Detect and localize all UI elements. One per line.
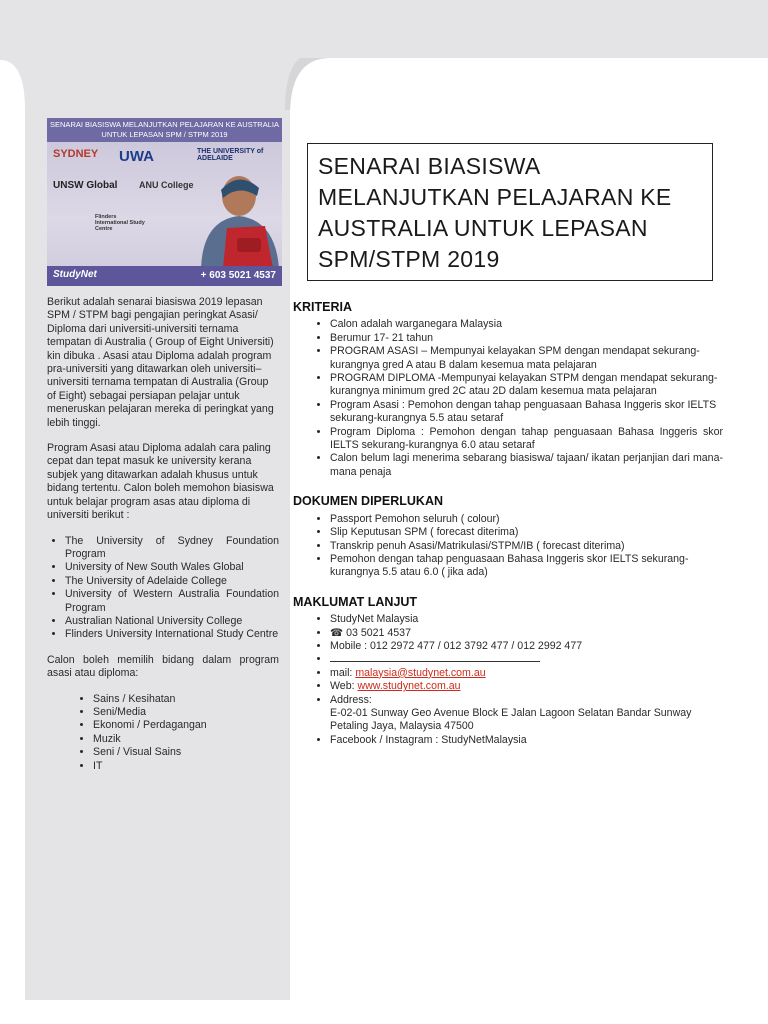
dokumen-list <box>293 513 723 580</box>
phone-number: 03 5021 4537 <box>346 626 411 639</box>
list-item: • The University of Sydney Foundation Program <box>65 535 279 562</box>
fields-paragraph: Calon boleh memilih bidang dalam program asasi atau diploma: <box>47 653 279 680</box>
list-item: • PROGRAM ASASI – Mempunyai kelayakan SPM dengan mendapat sekurang-kurangnya gred A atau B dalam kesemua mata pelajaran <box>330 345 723 372</box>
flinders-logo: Flinders International Study Centre <box>95 214 145 232</box>
mail-label: mail: <box>330 666 356 679</box>
banner-phone: + 603 5021 4537 <box>200 270 276 281</box>
address-line-2: Petaling Jaya, Malaysia 47500 <box>330 720 474 733</box>
list-item: • Sains / Kesihatan <box>93 693 279 706</box>
dokumen-heading: DOKUMEN DIPERLUKAN <box>293 494 443 509</box>
anu-logo: ANU College <box>139 180 194 190</box>
list-item: • Transkrip penuh Asasi/Matrikulasi/STPM/IB ( forecast diterima) <box>330 540 723 553</box>
unsw-logo: UNSW Global <box>53 180 118 191</box>
field-list <box>47 693 279 773</box>
social-item: • Facebook / Instagram : StudyNetMalaysia <box>330 734 723 747</box>
list-item: • Program Diploma : Pemohon dengan tahap penguasaan Bahasa Inggeris skor IELTS sekurang-kurangnya 6.0 atau setaraf <box>330 426 723 453</box>
student-photo <box>187 172 282 268</box>
sydney-logo: SYDNEY <box>53 148 99 160</box>
intro-paragraph: Berikut adalah senarai biasiswa 2019 lepasan SPM / STPM bagi pengajian peringkat Asasi/ Diploma dari universiti-universiti ternama tempatan di Australia ( Group of Eight Universiti) kin dibuka . Asasi atau Diploma adalah program pra-universiti yang ditawarkan oleh universiti–universiti ternama tempatan di Australia (Group of Eight) sebagai persiapan pelajar untuk meneruskan pelajaran mereka di peringkat yang lebih tinggi. <box>47 296 274 429</box>
page-title: SENARAI BIASISWA MELANJUTKAN PELAJARAN KE AUSTRALIA UNTUK LEPASAN SPM/STPM 2019 <box>307 143 713 281</box>
list-item: • Calon adalah warganegara Malaysia <box>330 318 723 331</box>
phone-icon: ☎ <box>330 626 344 639</box>
mail-item <box>330 667 723 680</box>
mobile-item: • Mobile : 012 2972 477 / 012 3792 477 / 012 2992 477 <box>330 640 723 653</box>
list-item: • Seni / Visual Sains <box>93 746 279 759</box>
list-item: • University of New South Wales Global <box>65 561 279 574</box>
web-item <box>330 680 723 693</box>
maklumat-list <box>293 613 723 747</box>
list-item: • The University of Adelaide College <box>65 575 279 588</box>
divider-item <box>330 653 723 666</box>
phone-item <box>330 627 723 640</box>
right-column <box>293 301 723 763</box>
list-item: • IT <box>93 760 279 773</box>
university-list <box>47 535 279 642</box>
mail-link[interactable]: malaysia@studynet.com.au <box>355 666 486 679</box>
list-item: • Muzik <box>93 733 279 746</box>
list-item: • Program Asasi : Pemohon dengan tahap penguasaan Bahasa Inggeris skor IELTS sekurang-kurangnya 5.5 atau setaraf <box>330 399 723 426</box>
list-item: • Passport Pemohon seluruh ( colour) <box>330 513 723 526</box>
web-link[interactable]: www.studynet.com.au <box>357 680 461 693</box>
list-item: • Berumur 17- 21 tahun <box>330 332 723 345</box>
list-item: • Australian National University College <box>65 615 279 628</box>
list-item: • Pemohon dengan tahap penguasaan Bahasa Inggeris skor IELTS sekurang-kurangnya 5.5 atau 6.0 ( jika ada) <box>330 553 723 580</box>
kriteria-list <box>293 318 723 479</box>
program-paragraph: Program Asasi atau Diploma adalah cara paling cepat dan tepat masuk ke university kerana subjek yang ditawarkan adalah khusus untuk bidang tertentu. Calon boleh memohon biasiswa untuk belajar program asas atau diploma di universiti berikut : <box>47 442 274 522</box>
studynet-logo: StudyNet <box>53 269 97 280</box>
address-line-1: E-02-01 Sunway Geo Avenue Block E Jalan Lagoon Selatan Bandar Sunway <box>330 706 692 719</box>
kriteria-heading: KRITERIA <box>293 300 353 314</box>
adelaide-logo: THE UNIVERSITY of ADELAIDE <box>197 148 264 162</box>
uwa-logo: UWA <box>119 148 154 165</box>
banner-image <box>47 118 282 286</box>
divider-line <box>330 654 540 662</box>
list-item: • PROGRAM DIPLOMA -Mempunyai kelayakan STPM dengan mendapat sekurang-kurangnya minimum gred 2C atau 2D dalam kesemua mata pelajaran <box>330 372 723 399</box>
address-item <box>330 694 723 734</box>
company-name: • StudyNet Malaysia <box>330 613 723 626</box>
list-item: • Ekonomi / Perdagangan <box>93 719 279 732</box>
list-item: • Seni/Media <box>93 706 279 719</box>
web-label: Web: <box>330 680 358 693</box>
banner-footer <box>47 266 282 286</box>
list-item: • University of Western Australia Foundation Program <box>65 588 279 615</box>
address-label: • Address: <box>330 693 372 706</box>
list-item: • Flinders University International Study Centre <box>65 628 279 641</box>
maklumat-heading: MAKLUMAT LANJUT <box>293 594 418 609</box>
left-column <box>47 296 279 785</box>
list-item: • Calon belum lagi menerima sebarang biasiswa/ tajaan/ ikatan perjanjian dari mana-mana penaja <box>330 452 723 479</box>
banner-heading: SENARAI BIASISWA MELANJUTKAN PELAJARAN KE AUSTRALIA UNTUK LEPASAN SPM / STPM 2019 <box>47 118 282 142</box>
list-item: • Slip Keputusan SPM ( forecast diterima) <box>330 526 723 539</box>
